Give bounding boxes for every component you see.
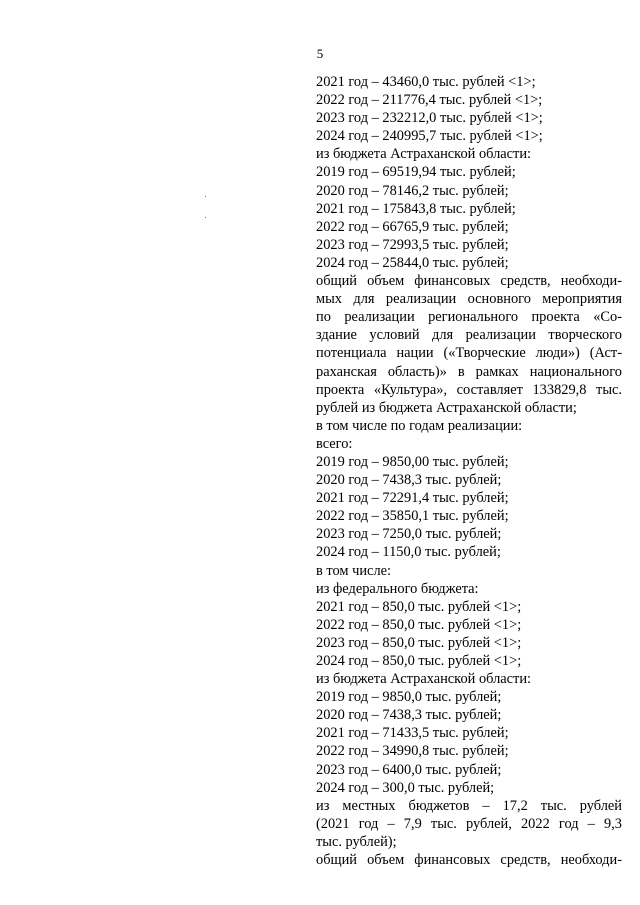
text-line: 2024 год – 300,0 тыс. рублей; [316, 779, 495, 796]
text-line: здание условий для реализации творческого [316, 327, 622, 344]
text-line: 2021 год – 72291,4 тыс. рублей; [316, 490, 509, 507]
text-line: 2020 год – 7438,3 тыс. рублей; [316, 472, 502, 489]
text-line: 2020 год – 78146,2 тыс. рублей; [316, 182, 509, 199]
text-line: 2022 год – 35850,1 тыс. рублей; [316, 508, 509, 525]
text-line: всего: [316, 435, 353, 452]
text-line: по реализации регионального проекта «Со- [316, 309, 622, 326]
text-line: 2023 год – 72993,5 тыс. рублей; [316, 236, 509, 253]
text-line: 2024 год – 1150,0 тыс. рублей; [316, 544, 501, 561]
text-line: 2024 год – 240995,7 тыс. рублей <1>; [316, 128, 543, 145]
text-line: 2024 год – 25844,0 тыс. рублей; [316, 254, 509, 271]
text-line: потенциала нации («Творческие люди») (Аст- [316, 345, 622, 362]
text-line: в том числе по годам реализации: [316, 417, 523, 434]
text-line: 2019 год – 69519,94 тыс. рублей; [316, 164, 516, 181]
text-line: 2022 год – 34990,8 тыс. рублей; [316, 743, 509, 760]
scan-speck [205, 217, 206, 218]
text-line: 2022 год – 66765,9 тыс. рублей; [316, 218, 509, 235]
text-line: из федерального бюджета: [316, 580, 479, 597]
text-line: 2023 год – 6400,0 тыс. рублей; [316, 761, 502, 778]
text-line: 2023 год – 850,0 тыс. рублей <1>; [316, 634, 522, 651]
text-line: тыс. рублей); [316, 833, 397, 850]
text-line: 2021 год – 71433,5 тыс. рублей; [316, 725, 509, 742]
text-line: 2023 год – 7250,0 тыс. рублей; [316, 526, 502, 543]
text-line: 2024 год – 850,0 тыс. рублей <1>; [316, 653, 522, 669]
text-line: 2023 год – 232212,0 тыс. рублей <1>; [316, 110, 543, 127]
text-line: 2021 год – 43460,0 тыс. рублей <1>; [316, 74, 536, 90]
text-line: (2021 год – 7,9 тыс. рублей, 2022 год – 9,3 [316, 815, 622, 832]
text-line: 2022 год – 211776,4 тыс. рублей <1>; [316, 92, 543, 109]
text-line: из местных бюджетов – 17,2 тыс. рублей [316, 797, 622, 814]
text-line: из бюджета Астраханской области: [316, 671, 532, 688]
text-line: 2021 год – 850,0 тыс. рублей <1>; [316, 598, 522, 615]
text-line: 2019 год – 9850,0 тыс. рублей; [316, 689, 502, 706]
text-line: 2020 год – 7438,3 тыс. рублей; [316, 707, 502, 724]
text-line: 2021 год – 175843,8 тыс. рублей; [316, 200, 516, 217]
page-number: 5 [316, 46, 324, 61]
text-line: рублей из бюджета Астраханской области; [316, 399, 577, 416]
text-line: 2019 год – 9850,00 тыс. рублей; [316, 453, 509, 470]
text-line: 2022 год – 850,0 тыс. рублей <1>; [316, 616, 522, 633]
text-line: раханская область)» в рамках национального [316, 363, 622, 380]
scan-speck [205, 196, 206, 197]
text-line: общий объем финансовых средств, необходи- [316, 273, 622, 290]
text-line: из бюджета Астраханской области: [316, 146, 532, 163]
text-line: в том числе: [316, 562, 392, 579]
text-line: проекта «Культура», составляет 133829,8 тыс. [316, 381, 622, 398]
text-line: общий объем финансовых средств, необходи- [316, 852, 622, 869]
document-body [316, 73, 622, 869]
text-line: мых для реализации основного мероприятия [316, 291, 622, 308]
